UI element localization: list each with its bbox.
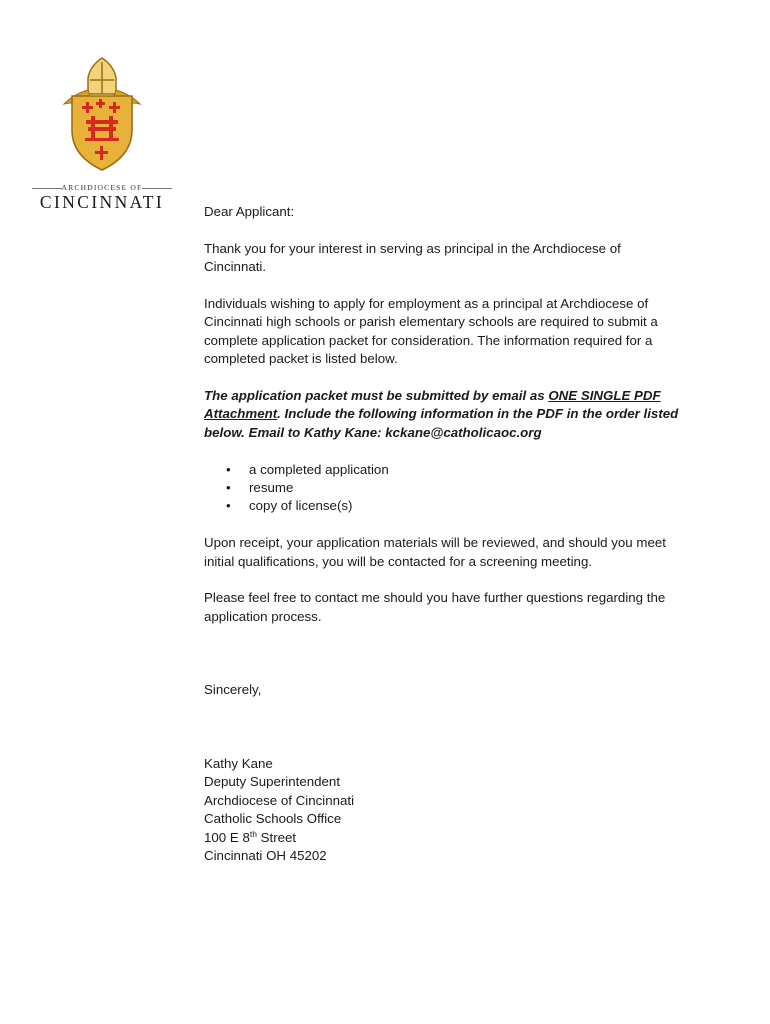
greeting: Dear Applicant: [204,204,295,219]
paragraph-review: Upon receipt, your application materials will be reviewed, and should you meet initial qualifications, you will be contacted for a screening meeting. [204,535,666,569]
paragraph-interest: Thank you for your interest in serving as principal in the Archdiocese of Cincinnati. [204,240,621,275]
list-item: • resume [249,479,684,497]
signer-office: Catholic Schools Office [204,811,342,827]
street-prefix: 100 E 8 [204,829,250,845]
logo-divider-right [142,188,172,189]
street-ordinal: th [249,828,257,839]
street-suffix: Street [256,829,297,845]
signer-street [204,829,684,847]
spacer [204,718,684,755]
signature-block [204,755,684,865]
signer-city: Cincinnati OH 45202 [204,848,327,864]
logo-subtitle: ARCHDIOCESE OF [61,183,143,192]
submission-notice [204,387,684,442]
paragraph-requirements: Individuals wishing to apply for employment as a principal at Archdiocese of Cincinnati high schools or parish elementary schools are required to submit a complete application packet for consideration. The information required for a completed packet is listed below. [204,296,658,367]
signer-title: Deputy Superintendent [204,774,341,790]
signer-name: Kathy Kane [204,756,273,772]
coat-of-arms-emblem [28,56,176,176]
archdiocese-logo [28,56,176,216]
spacer [204,645,684,682]
notice-text-2: . Include the following information in the PDF in the order listed below. Email to Kathy Kane: kckane@catholicaoc.org [204,406,679,440]
notice-text-1: The application packet must be submitted by email as [204,388,549,404]
notice-underlined: ONE SINGLE PDF Attachment [204,388,661,422]
list-item: • copy of license(s) [249,497,684,515]
required-items-list [204,461,684,516]
logo-title: CINCINNATI [39,192,165,212]
signer-org: Archdiocese of Cincinnati [204,792,355,808]
closing: Sincerely, [204,682,262,698]
paragraph-contact: Please feel free to contact me should you have further questions regarding the application process. [204,590,666,624]
letter-body [204,203,684,865]
list-item: • a completed application [249,461,684,479]
